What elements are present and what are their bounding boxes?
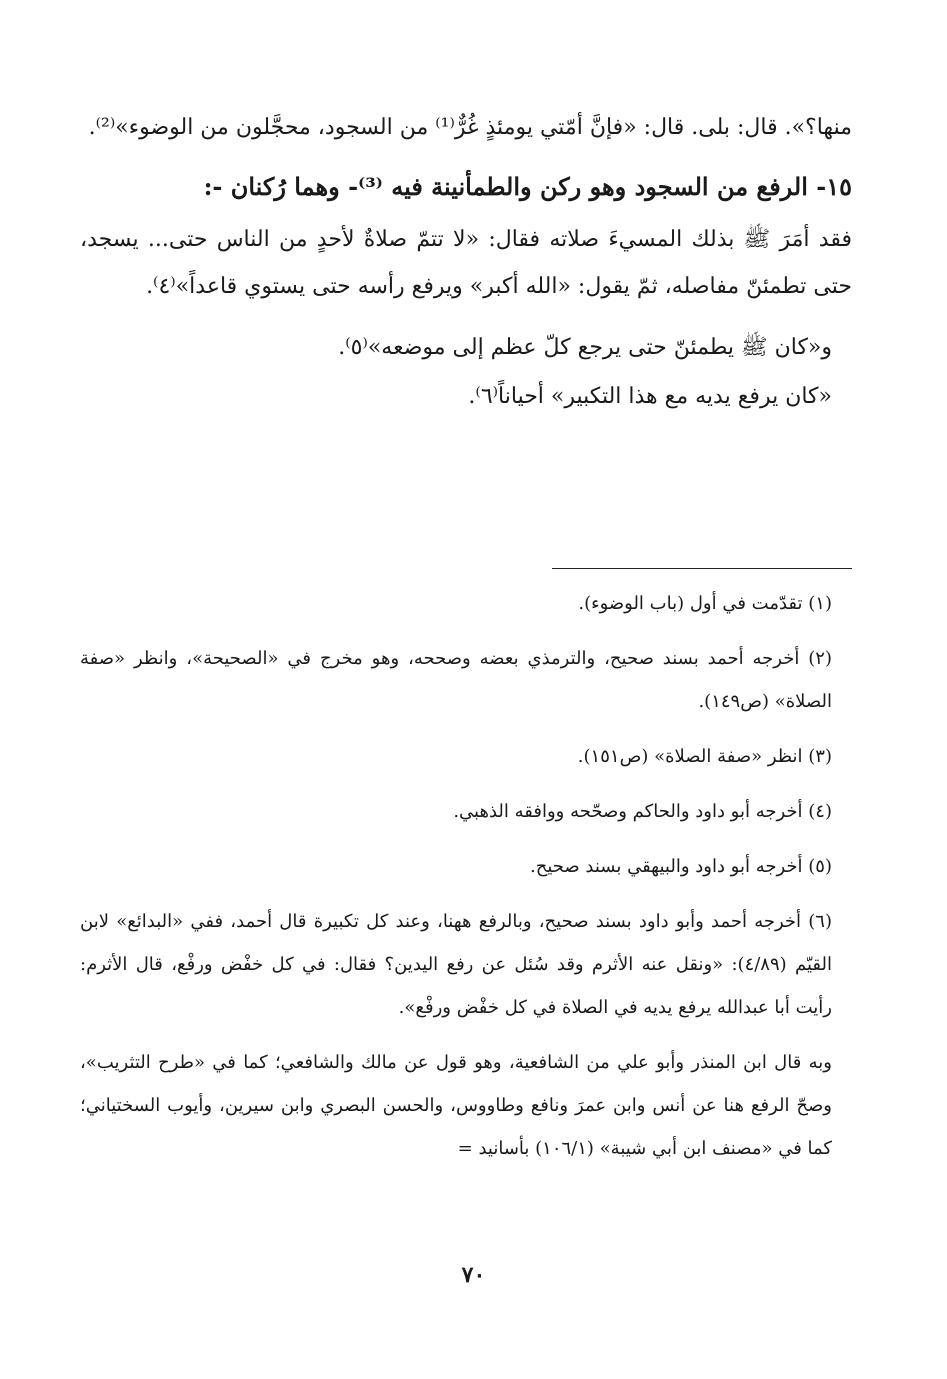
paragraph-prophet-command: فقد أمَرَ ﷺ بذلك المسيءَ صلاته فقال: «لا تتمّ صلاةٌ لأحدٍ من الناس حتى... يسجد، حتى تطمئنّ مفاصله، ثمّ يقول: «الله أكبر» ويرفع رأسه حتى يستوي قاعداً»⁽٤⁾. (80, 227, 852, 299)
main-text-block (80, 104, 852, 420)
page-number: ٧٠ (461, 1262, 486, 1288)
footnote-divider (552, 568, 852, 569)
paragraph-hadith-end: منها؟». قال: بلى. قال: «فإنَّ أمّتي يومئذٍ غُرٌّ⁽¹⁾ من السجود، محجَّلون من الوضوء»⁽²⁾. (88, 115, 852, 140)
footnote-6: (٦) أخرجه أحمد وأبو داود بسند صحيح، وبالرفع ههنا، وعند كل تكبيرة قال أحمد، ففي «البدائع» لابن القيّم (٤/٨٩): «ونقل عنه الأثرم وقد سُئل عن رفع اليدين؟ فقال: في كل خفْض ورفْع، قال الأثرم: رأيت أبا عبدالله يرفع يديه في الصلاة في كل خفْض ورفْع». (80, 911, 832, 1018)
footnote-1: (١) تقدّمت في أول (باب الوضوء). (578, 593, 832, 614)
footnote-2: (٢) أخرجه أحمد بسند صحيح، والترمذي بعضه وصححه، وهو مخرج في «الصحيحة»، وانظر «صفة الصلاة» (ص١٤٩). (80, 648, 832, 712)
section-heading: ١٥- الرفع من السجود وهو ركن والطمأنينة فيه ⁽³⁾- وهما رُكنان -: (203, 172, 852, 201)
footnotes-block (80, 582, 852, 1182)
footnote-6-continuation: وبه قال ابن المنذر وأبو علي من الشافعية، وهو قول عن مالك والشافعي؛ كما في «طرح التثريب»، وصحّ الرفع هنا عن أنس وابن عمرَ ونافع وطاووس، والحسن البصري وابن سيرين، وأيوب السختياني؛ كما في «مصنف ابن أبي شيبة» (١٠٦/١) بأسانيد = (80, 1052, 832, 1159)
paragraph-tranquility: و«كان ﷺ يطمئنّ حتى يرجع كلّ عظم إلى موضعه»⁽٥⁾. (338, 335, 832, 360)
paragraph-raising-hands: «كان يرفع يديه مع هذا التكبير» أحياناً⁽٦⁾. (468, 384, 832, 409)
footnote-5: (٥) أخرجه أبو داود والبيهقي بسند صحيح. (530, 856, 832, 877)
footnote-4: (٤) أخرجه أبو داود والحاكم وصحّحه ووافقه الذهبي. (453, 801, 832, 822)
footnote-3: (٣) انظر «صفة الصلاة» (ص١٥١). (577, 746, 832, 767)
